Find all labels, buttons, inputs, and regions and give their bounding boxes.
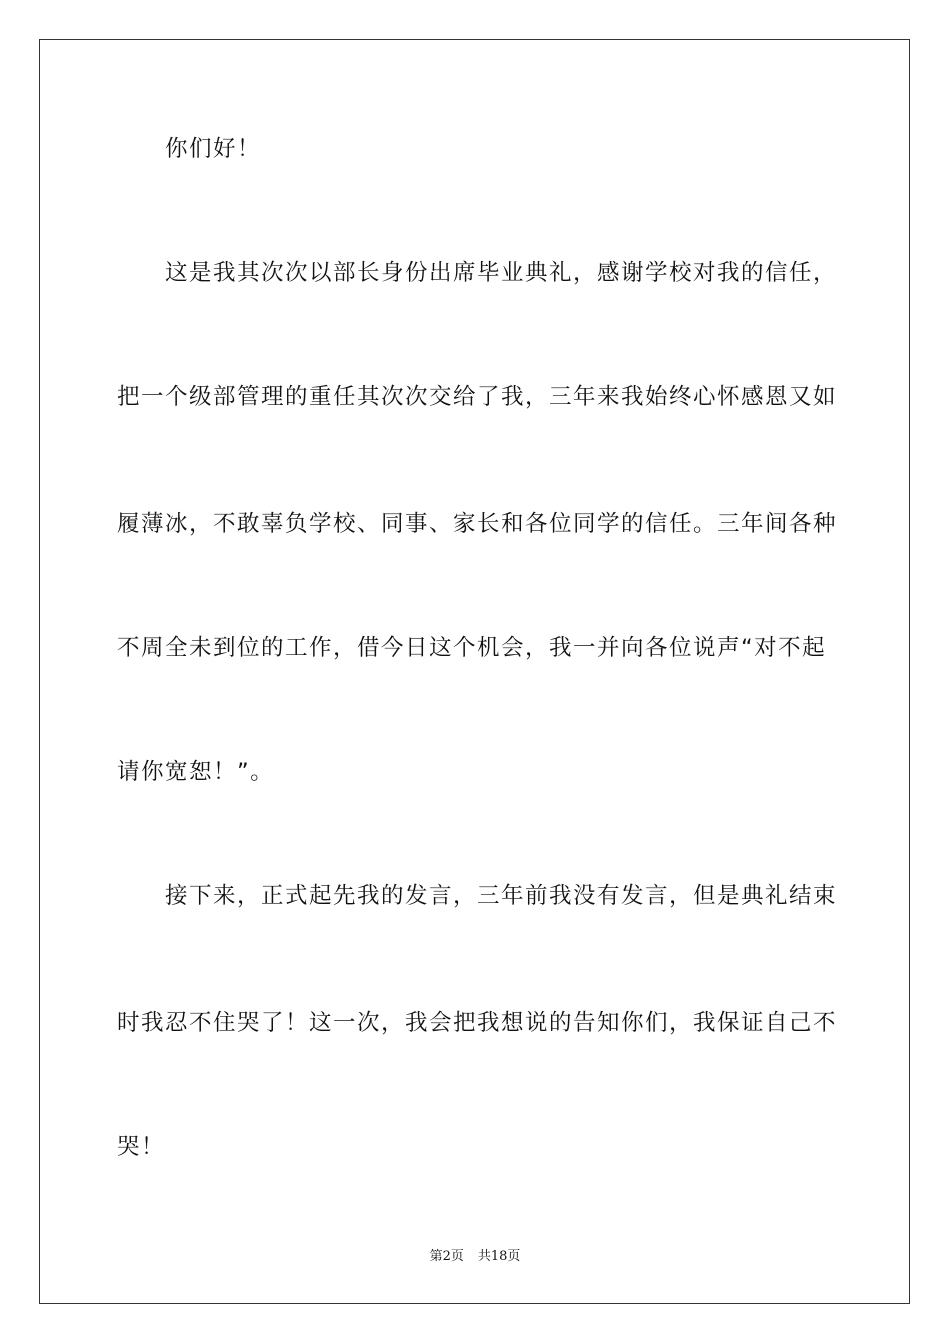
page-border: [39, 39, 910, 1304]
text-line-greeting: 你们好！: [165, 136, 262, 162]
text-line: 不周全未到位的工作，借今日这个机会，我一并向各位说声“对不起: [117, 635, 827, 661]
page-total: 共18页: [477, 1249, 521, 1264]
text-line: 时我忍不住哭了！这一次，我会把我想说的告知你们，我保证自己不: [117, 1010, 838, 1036]
page-number: 第2页: [429, 1249, 464, 1264]
text-line: 哭！: [117, 1134, 166, 1160]
text-line: 请你宽恕！”。: [117, 759, 275, 785]
text-line: 把一个级部管理的重任其次次交给了我，三年来我始终心怀感恩又如: [117, 384, 838, 410]
text-line: 履薄冰，不敢辜负学校、同事、家长和各位同学的信任。三年间各种: [117, 511, 838, 537]
page-footer: [0, 1248, 950, 1266]
text-line: 接下来，正式起先我的发言，三年前我没有发言，但是典礼结束: [165, 883, 838, 909]
text-line: 这是我其次次以部长身份出席毕业典礼，感谢学校对我的信任，: [165, 260, 838, 286]
